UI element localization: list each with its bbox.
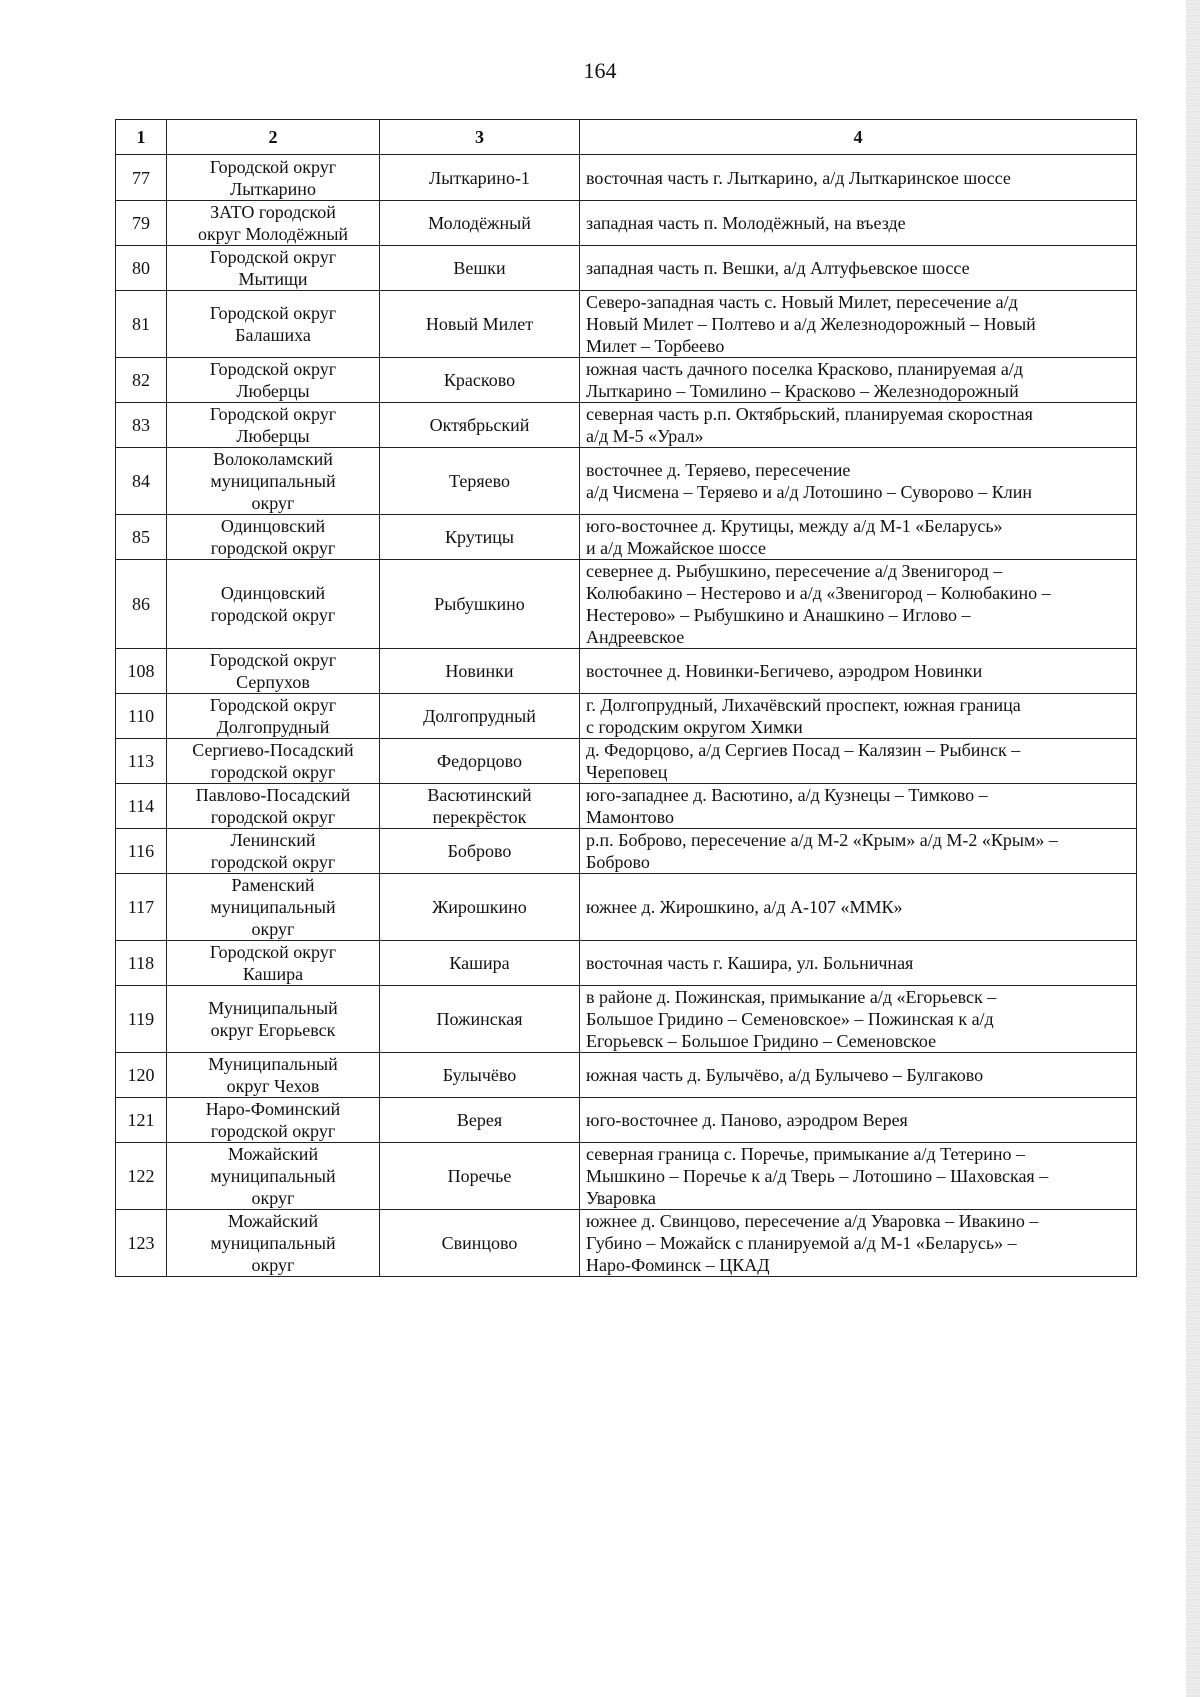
location-cell: р.п. Боброво, пересечение а/д М-2 «Крым» а/д М-2 «Крым» – Боброво (580, 829, 1137, 874)
location-cell: юго-западнее д. Васютино, а/д Кузнецы – Тимково – Мамонтово (580, 784, 1137, 829)
site-name-cell: Новинки (380, 649, 580, 694)
location-cell: южнее д. Свинцово, пересечение а/д Уваровка – Ивакино – Губино – Можайск с планируемой а/д М-1 «Беларусь» – Наро-Фоминск – ЦКАД (580, 1210, 1137, 1277)
district-cell: Городской округ Балашиха (167, 291, 380, 358)
site-name-cell: Свинцово (380, 1210, 580, 1277)
table-row (116, 560, 1137, 649)
site-name-cell: Молодёжный (380, 201, 580, 246)
district-cell: Можайский муниципальный округ (167, 1143, 380, 1210)
district-cell: Одинцовский городской округ (167, 560, 380, 649)
district-cell: Раменский муниципальный округ (167, 874, 380, 941)
district-cell: Городской округ Люберцы (167, 358, 380, 403)
district-cell: Павлово-Посадский городской округ (167, 784, 380, 829)
table-row (116, 649, 1137, 694)
row-number-cell: 79 (116, 201, 167, 246)
location-cell: западная часть п. Вешки, а/д Алтуфьевское шоссе (580, 246, 1137, 291)
district-cell: Муниципальный округ Чехов (167, 1053, 380, 1098)
location-cell: севернее д. Рыбушкино, пересечение а/д Звенигород – Колюбакино – Нестерово и а/д «Звенигород – Колюбакино – Нестерово» – Рыбушкино и Анашкино – Иглово – Андреевское (580, 560, 1137, 649)
site-name-cell: Лыткарино-1 (380, 155, 580, 201)
row-number-cell: 86 (116, 560, 167, 649)
location-cell: восточная часть г. Лыткарино, а/д Лыткаринское шоссе (580, 155, 1137, 201)
location-cell: южная часть дачного поселка Красково, планируемая а/д Лыткарино – Томилино – Красково – Железнодорожный (580, 358, 1137, 403)
site-name-cell: Верея (380, 1098, 580, 1143)
location-cell: южнее д. Жирошкино, а/д А-107 «ММК» (580, 874, 1137, 941)
row-number-cell: 123 (116, 1210, 167, 1277)
district-cell: Муниципальный округ Егорьевск (167, 986, 380, 1053)
row-number-cell: 77 (116, 155, 167, 201)
site-name-cell: Крутицы (380, 515, 580, 560)
row-number-cell: 84 (116, 448, 167, 515)
site-name-cell: Васютинский перекрёсток (380, 784, 580, 829)
row-number-cell: 120 (116, 1053, 167, 1098)
location-cell: западная часть п. Молодёжный, на въезде (580, 201, 1137, 246)
location-cell: северная граница с. Поречье, примыкание а/д Тетерино – Мышкино – Поречье к а/д Тверь – Лотошино – Шаховская – Уваровка (580, 1143, 1137, 1210)
row-number-cell: 116 (116, 829, 167, 874)
table-body (116, 155, 1137, 1277)
table-header-row (116, 120, 1137, 155)
row-number-cell: 113 (116, 739, 167, 784)
column-header-2: 2 (167, 120, 380, 155)
location-cell: юго-восточнее д. Крутицы, между а/д М-1 «Беларусь» и а/д Можайское шоссе (580, 515, 1137, 560)
site-name-cell: Жирошкино (380, 874, 580, 941)
site-name-cell: Долгопрудный (380, 694, 580, 739)
row-number-cell: 118 (116, 941, 167, 986)
row-number-cell: 117 (116, 874, 167, 941)
location-cell: южная часть д. Булычёво, а/д Булычево – Булгаково (580, 1053, 1137, 1098)
location-cell: восточная часть г. Кашира, ул. Больничная (580, 941, 1137, 986)
district-cell: Одинцовский городской округ (167, 515, 380, 560)
site-name-cell: Вешки (380, 246, 580, 291)
column-header-3: 3 (380, 120, 580, 155)
table-row (116, 358, 1137, 403)
table-row (116, 1143, 1137, 1210)
table-row (116, 246, 1137, 291)
location-cell: северная часть р.п. Октябрьский, планируемая скоростная а/д М-5 «Урал» (580, 403, 1137, 448)
site-name-cell: Федорцово (380, 739, 580, 784)
district-cell: Городской округ Мытищи (167, 246, 380, 291)
row-number-cell: 122 (116, 1143, 167, 1210)
row-number-cell: 83 (116, 403, 167, 448)
location-cell: восточнее д. Теряево, пересечение а/д Чисмена – Теряево и а/д Лотошино – Суворово – Клин (580, 448, 1137, 515)
district-cell: Волоколамский муниципальный округ (167, 448, 380, 515)
table-row (116, 739, 1137, 784)
district-cell: Городской округ Серпухов (167, 649, 380, 694)
page-number: 164 (583, 58, 617, 83)
scan-edge-shading (1186, 0, 1200, 1697)
row-number-cell: 121 (116, 1098, 167, 1143)
table-row (116, 874, 1137, 941)
district-cell: Можайский муниципальный округ (167, 1210, 380, 1277)
data-table (115, 119, 1137, 1277)
site-name-cell: Боброво (380, 829, 580, 874)
district-cell: ЗАТО городской округ Молодёжный (167, 201, 380, 246)
site-name-cell: Теряево (380, 448, 580, 515)
row-number-cell: 82 (116, 358, 167, 403)
location-cell: в районе д. Пожинская, примыкание а/д «Егорьевск – Большое Гридино – Семеновское» – Пожинская к а/д Егорьевск – Большое Гридино – Семеновское (580, 986, 1137, 1053)
site-name-cell: Кашира (380, 941, 580, 986)
table-row (116, 155, 1137, 201)
row-number-cell: 85 (116, 515, 167, 560)
table-row (116, 694, 1137, 739)
location-cell: юго-восточнее д. Паново, аэродром Верея (580, 1098, 1137, 1143)
site-name-cell: Поречье (380, 1143, 580, 1210)
site-name-cell: Октябрьский (380, 403, 580, 448)
table-row (116, 941, 1137, 986)
location-cell: Северо-западная часть с. Новый Милет, пересечение а/д Новый Милет – Полтево и а/д Железнодорожный – Новый Милет – Торбеево (580, 291, 1137, 358)
site-name-cell: Красково (380, 358, 580, 403)
row-number-cell: 119 (116, 986, 167, 1053)
location-cell: д. Федорцово, а/д Сергиев Посад – Калязин – Рыбинск – Череповец (580, 739, 1137, 784)
location-cell: г. Долгопрудный, Лихачёвский проспект, южная граница с городским округом Химки (580, 694, 1137, 739)
district-cell: Наро-Фоминский городской округ (167, 1098, 380, 1143)
table-row (116, 201, 1137, 246)
row-number-cell: 114 (116, 784, 167, 829)
table-row (116, 448, 1137, 515)
column-header-4: 4 (580, 120, 1137, 155)
row-number-cell: 108 (116, 649, 167, 694)
table-row (116, 1053, 1137, 1098)
district-cell: Городской округ Кашира (167, 941, 380, 986)
table-row (116, 986, 1137, 1053)
table-row (116, 784, 1137, 829)
table-row (116, 1098, 1137, 1143)
district-cell: Ленинский городской округ (167, 829, 380, 874)
site-name-cell: Новый Милет (380, 291, 580, 358)
table-row (116, 1210, 1137, 1277)
district-cell: Городской округ Люберцы (167, 403, 380, 448)
table-row (116, 829, 1137, 874)
row-number-cell: 110 (116, 694, 167, 739)
table-row (116, 515, 1137, 560)
table-row (116, 403, 1137, 448)
row-number-cell: 81 (116, 291, 167, 358)
site-name-cell: Пожинская (380, 986, 580, 1053)
column-header-1: 1 (116, 120, 167, 155)
location-cell: восточнее д. Новинки-Бегичево, аэродром Новинки (580, 649, 1137, 694)
district-cell: Сергиево-Посадский городской округ (167, 739, 380, 784)
district-cell: Городской округ Долгопрудный (167, 694, 380, 739)
district-cell: Городской округ Лыткарино (167, 155, 380, 201)
site-name-cell: Рыбушкино (380, 560, 580, 649)
site-name-cell: Булычёво (380, 1053, 580, 1098)
row-number-cell: 80 (116, 246, 167, 291)
table-row (116, 291, 1137, 358)
